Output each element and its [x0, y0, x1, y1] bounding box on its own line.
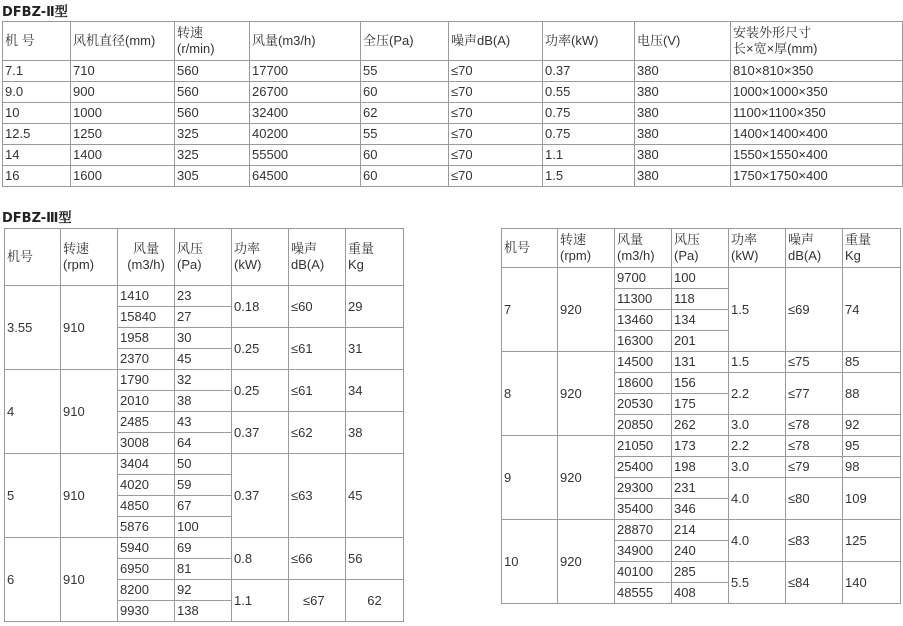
cell-noise: ≤80 [786, 478, 843, 520]
cell-weight: 34 [346, 370, 404, 412]
cell-pressure: 173 [672, 436, 729, 457]
cell-power: 0.75 [543, 124, 635, 145]
header-pressure: 风压 (Pa) [672, 229, 729, 268]
cell-airflow: 4850 [118, 496, 175, 517]
cell-weight: 125 [843, 520, 901, 562]
cell-speed: 910 [61, 454, 118, 538]
header-noise: 噪声 dB(A) [786, 229, 843, 268]
cell-voltage: 380 [635, 145, 731, 166]
cell-speed: 910 [61, 286, 118, 370]
table-row [3, 103, 903, 124]
cell-diameter: 1000 [71, 103, 175, 124]
cell-pressure: 60 [361, 82, 449, 103]
cell-power: 2.2 [729, 373, 786, 415]
dfbz-ii-spec-table [2, 21, 903, 187]
cell-pressure: 45 [175, 349, 232, 370]
cell-speed: 305 [175, 166, 250, 187]
cell-model-no: 14 [3, 145, 71, 166]
header-weight: 重量 Kg [346, 229, 404, 286]
table1-title: DFBZ-Ⅱ型 [2, 5, 68, 20]
cell-weight: 140 [843, 562, 901, 604]
cell-power: 0.25 [232, 370, 289, 412]
cell-model-no: 7.1 [3, 61, 71, 82]
table2-title: DFBZ-Ⅲ型 [2, 211, 72, 226]
cell-noise: ≤61 [289, 370, 346, 412]
cell-model-no: 3.55 [5, 286, 61, 370]
cell-pressure: 62 [361, 103, 449, 124]
cell-airflow: 40200 [250, 124, 361, 145]
cell-noise: ≤62 [289, 412, 346, 454]
cell-power: 1.1 [232, 580, 289, 622]
cell-diameter: 900 [71, 82, 175, 103]
cell-speed: 910 [61, 538, 118, 622]
cell-model-no: 10 [502, 520, 558, 604]
header-airflow: 风量(m3/h) [250, 22, 361, 61]
cell-model-no: 7 [502, 268, 558, 352]
cell-dimensions: 1750×1750×400 [731, 166, 903, 187]
header-diameter: 风机直径(mm) [71, 22, 175, 61]
cell-pressure: 408 [672, 583, 729, 604]
cell-model-no: 16 [3, 166, 71, 187]
cell-pressure: 285 [672, 562, 729, 583]
cell-noise: ≤63 [289, 454, 346, 538]
cell-diameter: 710 [71, 61, 175, 82]
cell-speed: 325 [175, 145, 250, 166]
cell-pressure: 231 [672, 478, 729, 499]
cell-pressure: 67 [175, 496, 232, 517]
cell-airflow: 1958 [118, 328, 175, 349]
header-model-no: 机号 [502, 229, 558, 268]
cell-power: 5.5 [729, 562, 786, 604]
cell-pressure: 50 [175, 454, 232, 475]
cell-power: 0.18 [232, 286, 289, 328]
cell-power: 0.8 [232, 538, 289, 580]
cell-airflow: 9930 [118, 601, 175, 622]
cell-diameter: 1250 [71, 124, 175, 145]
cell-model-no: 12.5 [3, 124, 71, 145]
table-row [5, 538, 404, 559]
cell-diameter: 1400 [71, 145, 175, 166]
cell-noise: ≤60 [289, 286, 346, 328]
header-power: 功率 (kW) [729, 229, 786, 268]
cell-airflow: 48555 [615, 583, 672, 604]
cell-model-no: 8 [502, 352, 558, 436]
cell-airflow: 29300 [615, 478, 672, 499]
header-power: 功率(kW) [543, 22, 635, 61]
cell-pressure: 156 [672, 373, 729, 394]
cell-pressure: 175 [672, 394, 729, 415]
cell-airflow: 4020 [118, 475, 175, 496]
cell-power: 4.0 [729, 478, 786, 520]
cell-noise: ≤70 [449, 82, 543, 103]
cell-speed: 325 [175, 124, 250, 145]
cell-airflow: 26700 [250, 82, 361, 103]
cell-pressure: 69 [175, 538, 232, 559]
cell-pressure: 55 [361, 124, 449, 145]
cell-airflow: 20850 [615, 415, 672, 436]
cell-airflow: 28870 [615, 520, 672, 541]
table-row [3, 145, 903, 166]
cell-pressure: 27 [175, 307, 232, 328]
cell-speed: 560 [175, 103, 250, 124]
cell-noise: ≤69 [786, 268, 843, 352]
table-row [5, 370, 404, 391]
cell-model-no: 4 [5, 370, 61, 454]
cell-pressure: 23 [175, 286, 232, 307]
cell-dimensions: 1100×1100×350 [731, 103, 903, 124]
cell-pressure: 118 [672, 289, 729, 310]
cell-noise: ≤66 [289, 538, 346, 580]
cell-power: 0.55 [543, 82, 635, 103]
cell-noise: ≤70 [449, 145, 543, 166]
cell-airflow: 55500 [250, 145, 361, 166]
cell-airflow: 3404 [118, 454, 175, 475]
table-row [5, 286, 404, 307]
header-voltage: 电压(V) [635, 22, 731, 61]
cell-model-no: 10 [3, 103, 71, 124]
cell-speed: 920 [558, 268, 615, 352]
cell-weight: 62 [346, 580, 404, 622]
cell-pressure: 38 [175, 391, 232, 412]
cell-noise: ≤70 [449, 124, 543, 145]
cell-pressure: 81 [175, 559, 232, 580]
header-dimensions: 安装外形尺寸 长×宽×厚(mm) [731, 22, 903, 61]
header-noise: 噪声 dB(A) [289, 229, 346, 286]
cell-pressure: 134 [672, 310, 729, 331]
table-row [3, 166, 903, 187]
cell-pressure: 32 [175, 370, 232, 391]
cell-airflow: 20530 [615, 394, 672, 415]
cell-weight: 109 [843, 478, 901, 520]
cell-noise: ≤77 [786, 373, 843, 415]
header-pressure: 全压(Pa) [361, 22, 449, 61]
cell-speed: 920 [558, 352, 615, 436]
cell-weight: 31 [346, 328, 404, 370]
table-row [3, 61, 903, 82]
cell-pressure: 55 [361, 61, 449, 82]
header-row [3, 22, 903, 61]
header-model-no: 机号 [5, 229, 61, 286]
cell-airflow: 13460 [615, 310, 672, 331]
cell-voltage: 380 [635, 82, 731, 103]
cell-power: 1.5 [729, 352, 786, 373]
cell-power: 2.2 [729, 436, 786, 457]
cell-model-no: 9 [502, 436, 558, 520]
table-row [502, 520, 901, 541]
cell-pressure: 60 [361, 166, 449, 187]
header-power: 功率 (kW) [232, 229, 289, 286]
cell-power: 0.75 [543, 103, 635, 124]
cell-weight: 88 [843, 373, 901, 415]
cell-pressure: 346 [672, 499, 729, 520]
cell-airflow: 32400 [250, 103, 361, 124]
cell-power: 3.0 [729, 415, 786, 436]
cell-weight: 95 [843, 436, 901, 457]
cell-airflow: 64500 [250, 166, 361, 187]
cell-airflow: 35400 [615, 499, 672, 520]
cell-airflow: 15840 [118, 307, 175, 328]
cell-pressure: 100 [175, 517, 232, 538]
cell-noise: ≤70 [449, 103, 543, 124]
cell-airflow: 16300 [615, 331, 672, 352]
table-row [3, 124, 903, 145]
cell-dimensions: 1550×1550×400 [731, 145, 903, 166]
dfbz-iii-spec-table-left [4, 228, 404, 622]
cell-noise: ≤70 [449, 61, 543, 82]
cell-pressure: 131 [672, 352, 729, 373]
cell-airflow: 8200 [118, 580, 175, 601]
cell-pressure: 92 [175, 580, 232, 601]
cell-model-no: 5 [5, 454, 61, 538]
cell-weight: 56 [346, 538, 404, 580]
header-speed: 转速 (rpm) [558, 229, 615, 268]
table-row [502, 436, 901, 457]
cell-power: 0.25 [232, 328, 289, 370]
cell-airflow: 6950 [118, 559, 175, 580]
cell-pressure: 201 [672, 331, 729, 352]
cell-model-no: 6 [5, 538, 61, 622]
cell-pressure: 59 [175, 475, 232, 496]
dfbz-iii-left-table-body [5, 229, 404, 622]
cell-power: 0.37 [232, 412, 289, 454]
cell-pressure: 138 [175, 601, 232, 622]
table-row [502, 268, 901, 289]
cell-voltage: 380 [635, 166, 731, 187]
cell-pressure: 240 [672, 541, 729, 562]
cell-noise: ≤67 [289, 580, 346, 622]
cell-diameter: 1600 [71, 166, 175, 187]
cell-airflow: 40100 [615, 562, 672, 583]
cell-airflow: 14500 [615, 352, 672, 373]
header-airflow: 风量 (m3/h) [615, 229, 672, 268]
header-airflow: 风量 (m3/h) [118, 229, 175, 286]
cell-airflow: 34900 [615, 541, 672, 562]
cell-voltage: 380 [635, 103, 731, 124]
cell-airflow: 9700 [615, 268, 672, 289]
cell-pressure: 262 [672, 415, 729, 436]
cell-model-no: 9.0 [3, 82, 71, 103]
table-row [5, 454, 404, 475]
cell-noise: ≤78 [786, 436, 843, 457]
cell-weight: 85 [843, 352, 901, 373]
cell-pressure: 214 [672, 520, 729, 541]
cell-airflow: 21050 [615, 436, 672, 457]
cell-noise: ≤79 [786, 457, 843, 478]
dfbz-iii-right-table-body [502, 229, 901, 604]
header-row [502, 229, 901, 268]
table-row [502, 352, 901, 373]
cell-power: 1.5 [729, 268, 786, 352]
cell-power: 1.1 [543, 145, 635, 166]
dfbz-ii-table-body [3, 22, 903, 187]
cell-speed: 920 [558, 436, 615, 520]
dfbz-iii-spec-table-right [501, 228, 901, 604]
cell-speed: 560 [175, 82, 250, 103]
header-speed: 转速 (r/min) [175, 22, 250, 61]
cell-power: 1.5 [543, 166, 635, 187]
cell-power: 4.0 [729, 520, 786, 562]
cell-airflow: 2485 [118, 412, 175, 433]
cell-dimensions: 810×810×350 [731, 61, 903, 82]
cell-pressure: 43 [175, 412, 232, 433]
cell-airflow: 2370 [118, 349, 175, 370]
cell-noise: ≤70 [449, 166, 543, 187]
cell-weight: 29 [346, 286, 404, 328]
cell-power: 3.0 [729, 457, 786, 478]
header-speed: 转速 (rpm) [61, 229, 118, 286]
cell-speed: 910 [61, 370, 118, 454]
cell-airflow: 5940 [118, 538, 175, 559]
cell-pressure: 30 [175, 328, 232, 349]
cell-weight: 45 [346, 454, 404, 538]
cell-pressure: 64 [175, 433, 232, 454]
cell-airflow: 17700 [250, 61, 361, 82]
cell-dimensions: 1400×1400×400 [731, 124, 903, 145]
cell-weight: 74 [843, 268, 901, 352]
cell-airflow: 5876 [118, 517, 175, 538]
cell-airflow: 18600 [615, 373, 672, 394]
header-noise: 噪声dB(A) [449, 22, 543, 61]
cell-noise: ≤78 [786, 415, 843, 436]
cell-noise: ≤75 [786, 352, 843, 373]
cell-weight: 38 [346, 412, 404, 454]
cell-voltage: 380 [635, 61, 731, 82]
cell-noise: ≤61 [289, 328, 346, 370]
cell-airflow: 1410 [118, 286, 175, 307]
header-row [5, 229, 404, 286]
header-model-no: 机 号 [3, 22, 71, 61]
cell-airflow: 2010 [118, 391, 175, 412]
cell-airflow: 11300 [615, 289, 672, 310]
cell-power: 0.37 [543, 61, 635, 82]
cell-weight: 98 [843, 457, 901, 478]
cell-power: 0.37 [232, 454, 289, 538]
cell-speed: 560 [175, 61, 250, 82]
cell-noise: ≤83 [786, 520, 843, 562]
cell-pressure: 198 [672, 457, 729, 478]
cell-voltage: 380 [635, 124, 731, 145]
cell-airflow: 1790 [118, 370, 175, 391]
header-weight: 重量 Kg [843, 229, 901, 268]
cell-pressure: 60 [361, 145, 449, 166]
cell-airflow: 3008 [118, 433, 175, 454]
cell-dimensions: 1000×1000×350 [731, 82, 903, 103]
cell-speed: 920 [558, 520, 615, 604]
cell-pressure: 100 [672, 268, 729, 289]
cell-noise: ≤84 [786, 562, 843, 604]
table-row [3, 82, 903, 103]
cell-airflow: 25400 [615, 457, 672, 478]
header-pressure: 风压 (Pa) [175, 229, 232, 286]
cell-weight: 92 [843, 415, 901, 436]
